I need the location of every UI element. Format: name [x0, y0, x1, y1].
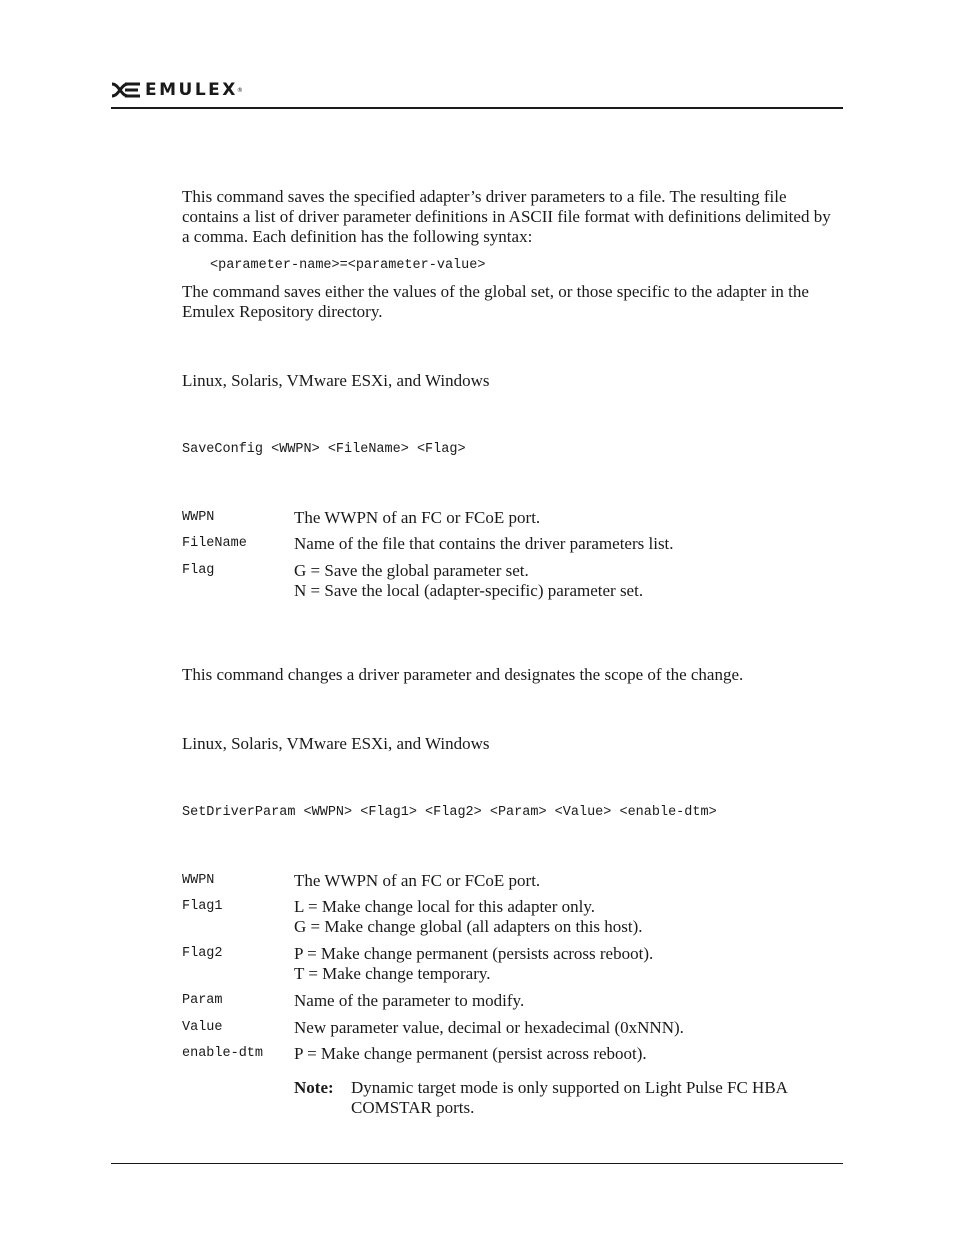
param-name: Flag [182, 563, 215, 578]
param-name: FileName [182, 536, 247, 551]
param-name: enable-dtm [182, 1046, 264, 1061]
note-label: Note: [294, 1078, 334, 1097]
param-description-line: G = Make change global (all adapters on this host). [294, 917, 643, 936]
param-name: Value [182, 1020, 223, 1035]
param-description [294, 561, 834, 601]
param-description: Name of the file that contains the driver parameters list. [294, 534, 674, 553]
trademark-symbol: ® [236, 86, 243, 94]
param-description [294, 897, 834, 937]
saveconfig-supported-os: Linux, Solaris, VMware ESXi, and Windows [182, 371, 490, 390]
param-description-line: N = Save the local (adapter-specific) parameter set. [294, 581, 644, 600]
setdriverparam-description: This command changes a driver parameter and designates the scope of the change. [182, 665, 744, 684]
emulex-logo [111, 80, 243, 100]
param-description: The WWPN of an FC or FCoE port. [294, 508, 541, 527]
param-name: Flag2 [182, 946, 223, 961]
param-description-line: L = Make change local for this adapter only. [294, 897, 595, 916]
param-description: Name of the parameter to modify. [294, 991, 525, 1010]
saveconfig-syntax: SaveConfig <WWPN> <FileName> <Flag> [182, 442, 466, 457]
param-description-line: T = Make change temporary. [294, 964, 491, 983]
param-name: Flag1 [182, 899, 223, 914]
header-rule [111, 107, 843, 109]
param-description-line: P = Make change permanent (persists across reboot). [294, 944, 654, 963]
note-text: Dynamic target mode is only supported on Light Pulse FC HBA COMSTAR ports. [351, 1078, 787, 1117]
emulex-logo-icon [111, 82, 141, 98]
param-description-line: G = Save the global parameter set. [294, 561, 529, 580]
param-description [294, 944, 834, 984]
setdriverparam-supported-os: Linux, Solaris, VMware ESXi, and Windows [182, 734, 490, 753]
param-description: P = Make change permanent (persist across reboot). [294, 1044, 647, 1063]
param-name: Param [182, 993, 223, 1008]
saveconfig-scope-text: The command saves either the values of the global set, or those specific to the adapter in the Emulex Repository directory. [182, 282, 809, 321]
brand-name: EMULEX [145, 80, 238, 100]
param-name: WWPN [182, 873, 215, 888]
param-name: WWPN [182, 510, 215, 525]
setdriverparam-syntax: SetDriverParam <WWPN> <Flag1> <Flag2> <Param> <Value> <enable-dtm> [182, 805, 717, 820]
param-description: New parameter value, decimal or hexadecimal (0xNNN). [294, 1018, 684, 1037]
param-description: The WWPN of an FC or FCoE port. [294, 871, 541, 890]
saveconfig-description: This command saves the specified adapter’s driver parameters to a file. The resulting file contains a list of driver parameter definitions in ASCII file format with definitions delimited by a comma. Each definition has the following syntax: [182, 187, 831, 246]
syntax-example: <parameter-name>=<parameter-value> [210, 258, 486, 273]
footer-rule [111, 1163, 843, 1164]
